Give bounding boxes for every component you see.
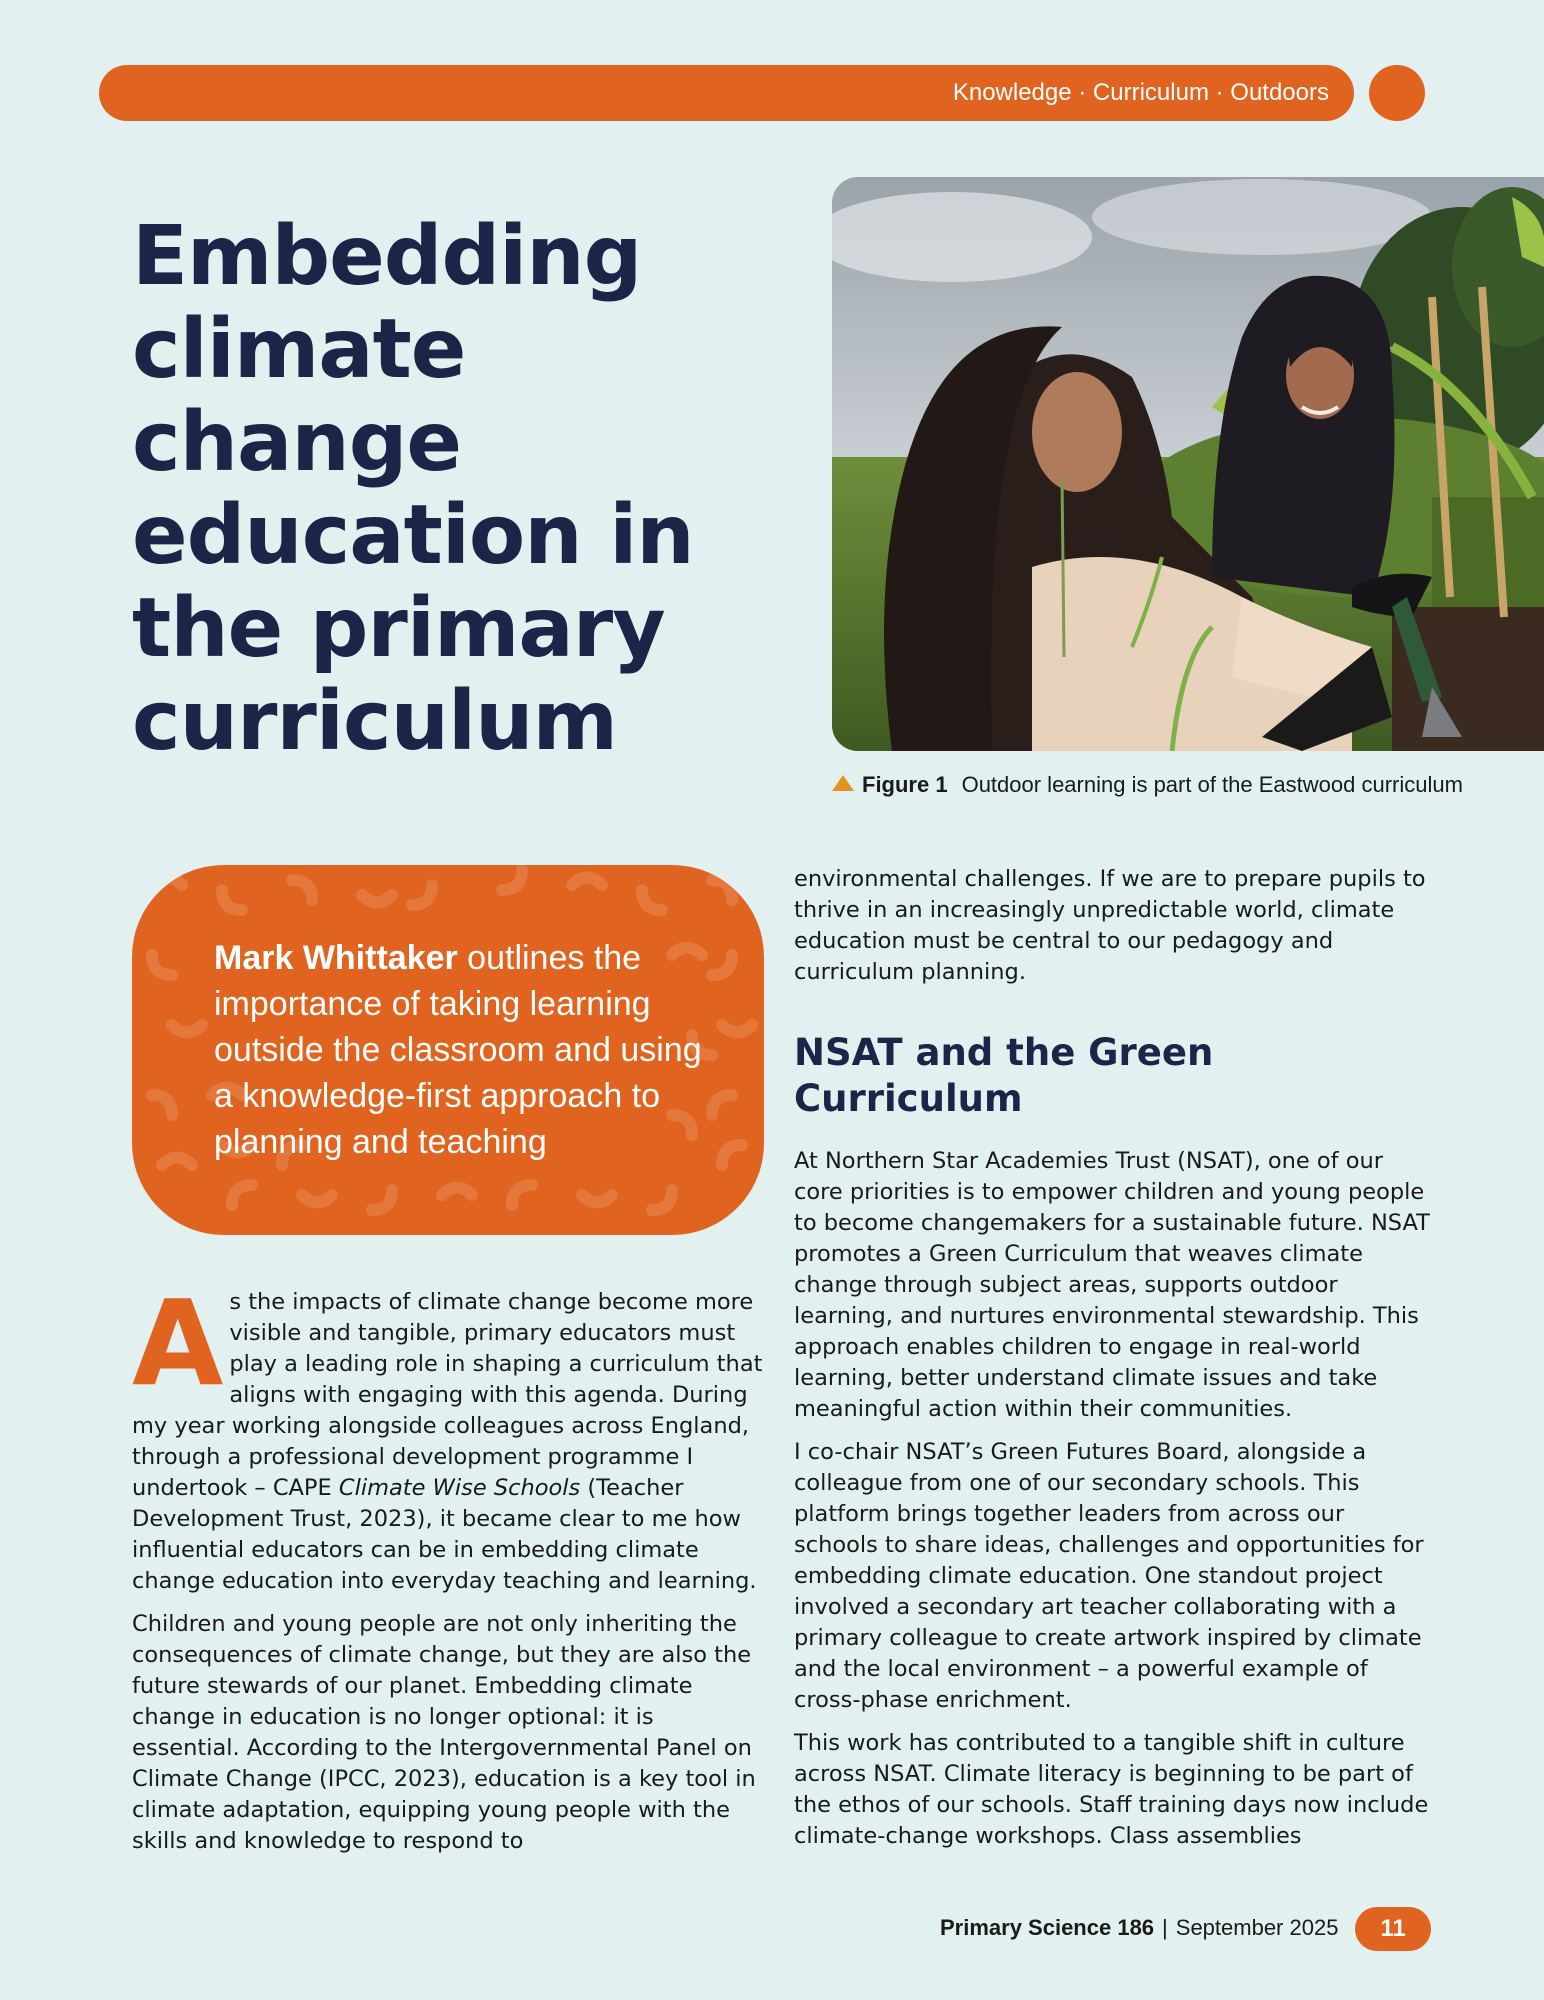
standfirst-box: [132, 865, 764, 1235]
body-column-left: [132, 1274, 766, 1869]
section-heading: NSAT and the Green Curriculum: [794, 1031, 1214, 1120]
figure-label: Figure 1: [862, 772, 948, 797]
body-paragraph-5: I co-chair NSAT’s Green Futures Board, alongside a colleague from one of our secondary schools. This platform brings together leaders from across our schools to share ideas, challenges and opportunities for embedding climate education. One standout project involved a secondary art teacher collaborating with a primary colleague to create artwork inspired by climate and the local environment – a powerful example of cross-phase enrichment.: [794, 1439, 1424, 1713]
footer-separator: |: [1162, 1915, 1168, 1940]
standfirst-text: [214, 935, 714, 1165]
standfirst-body: outlines the importance of taking learning outside the classroom and using a knowledge-first approach to planning and teaching: [214, 939, 702, 1161]
body-paragraph-3: environmental challenges. If we are to prepare pupils to thrive in an increasingly unpredictable world, climate education must be central to our pedagogy and curriculum planning.: [794, 866, 1426, 985]
body-paragraph-1: As the impacts of climate change become more visible and tangible, primary educators must play a leading role in shaping a curriculum that aligns with engaging with this agenda. During my year working alongside colleagues across England, through a professional development programme I undertook – CAPE Climate Wise Schools (Teacher Development Trust, 2023), it became clear to me how influential educators can be in embedding climate change education into everyday teaching and learning.: [132, 1274, 763, 1594]
page-footer: [940, 1906, 1338, 1950]
caption-triangle-icon: [832, 775, 854, 791]
section-tag-bar: [99, 65, 1354, 121]
article-title: Embedding climate change education in the primary curriculum: [132, 209, 694, 769]
figure-caption: [832, 772, 1544, 798]
figure-photo: [832, 177, 1544, 751]
body-paragraph-4: At Northern Star Academies Trust (NSAT), one of our core priorities is to empower children and young people to become changemakers for a sustainable future. NSAT promotes a Green Curriculum that weaves climate change through subject areas, supports outdoor learning, and nurtures environmental stewardship. This approach enables children to engage in real-world learning, better understand climate issues and take meaningful action within their communities.: [794, 1148, 1430, 1422]
author-name: Mark Whittaker: [214, 939, 458, 977]
body-paragraph-6: This work has contributed to a tangible shift in culture across NSAT. Climate literacy is beginning to be part of the ethos of our schools. Staff training days now include climate-change workshops. Class assemblies: [794, 1730, 1429, 1849]
body-column-right: [794, 864, 1434, 1864]
body-paragraph-2: Children and young people are not only inheriting the consequences of climate change, but they are also the future stewards of our planet. Embedding climate change in education is no longer optional: it is essential. According to the Intergovernmental Panel on Climate Change (IPCC, 2023), education is a key tool in climate adaptation, equipping young people with the skills and knowledge to respond to: [132, 1611, 756, 1854]
figure-caption-text: Outdoor learning is part of the Eastwood curriculum: [961, 772, 1463, 797]
section-tags: Knowledge · Curriculum · Outdoors: [952, 79, 1329, 106]
decorative-dot: [1369, 65, 1425, 121]
programme-name: Climate Wise Schools: [338, 1475, 581, 1501]
drop-cap: A: [132, 1274, 224, 1412]
issue-date: September 2025: [1175, 1915, 1339, 1940]
outdoor-learning-photo: [832, 177, 1544, 751]
publication-name: Primary Science 186: [940, 1915, 1155, 1940]
page-number: 11: [1355, 1907, 1431, 1951]
